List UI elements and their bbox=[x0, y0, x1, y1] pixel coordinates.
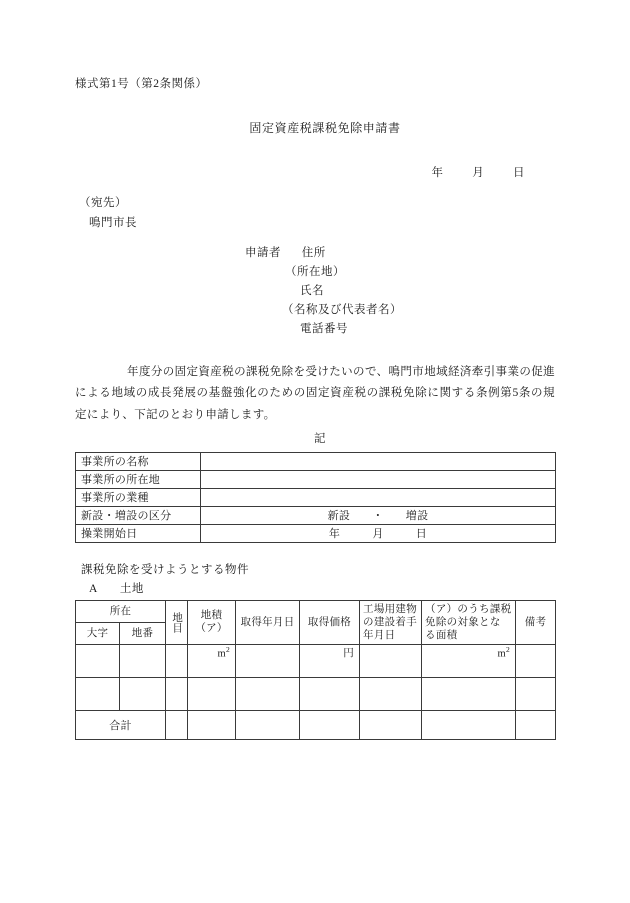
cell-chiseki[interactable] bbox=[188, 645, 236, 678]
cell-acquisition-price[interactable] bbox=[300, 678, 360, 711]
header-exempt-line2: 免除の対象とな bbox=[425, 616, 501, 628]
addressee-label: （宛先） bbox=[79, 197, 127, 209]
start-year-label: 年 bbox=[328, 528, 341, 541]
table-row bbox=[76, 645, 556, 678]
info-value-start-date[interactable] bbox=[201, 524, 556, 542]
start-month-label: 月 bbox=[372, 528, 384, 541]
total-chimoku[interactable] bbox=[166, 711, 188, 740]
header-location-chiban: 地番 bbox=[120, 622, 166, 644]
subsection-letter: A bbox=[89, 582, 98, 595]
total-chiseki[interactable] bbox=[188, 711, 236, 740]
form-number: 様式第1号（第2条関係） bbox=[75, 78, 208, 90]
property-subsection-heading bbox=[75, 580, 555, 596]
document-body bbox=[75, 75, 555, 740]
header-chiseki bbox=[188, 600, 236, 644]
info-label-business-type: 事業所の業種 bbox=[76, 488, 201, 506]
unit-exempt-m: m bbox=[497, 648, 506, 660]
applicant-name-sub-row bbox=[75, 301, 555, 317]
option-separator: ・ bbox=[372, 510, 384, 523]
cell-construction-date[interactable] bbox=[360, 678, 422, 711]
table-total-row bbox=[76, 711, 556, 740]
header-chiseki-line1: 地積 bbox=[200, 610, 223, 622]
cell-oaza[interactable] bbox=[76, 678, 120, 711]
info-value-business-type[interactable] bbox=[201, 488, 556, 506]
info-label-business-name: 事業所の名称 bbox=[76, 452, 201, 470]
date-line bbox=[75, 164, 555, 180]
property-section-heading: 課税免除を受けようとする物件 bbox=[81, 563, 249, 576]
applicant-address-label: 住所 bbox=[301, 247, 326, 259]
cell-exempt-area[interactable] bbox=[422, 678, 516, 711]
header-chimoku-wrap bbox=[168, 612, 185, 633]
header-exempt-line1: （ア）のうち課税 bbox=[425, 603, 512, 615]
header-chimoku-text: 地目 bbox=[171, 611, 183, 633]
applicant-phone-row bbox=[75, 320, 555, 336]
cell-chimoku[interactable] bbox=[166, 645, 188, 678]
header-location-group: 所在 bbox=[76, 600, 166, 622]
unit-area-m: m bbox=[217, 648, 226, 660]
applicant-lead-label: 申請者 bbox=[245, 247, 281, 259]
cell-remarks[interactable] bbox=[516, 645, 556, 678]
option-new[interactable]: 新設 bbox=[327, 510, 351, 523]
total-label: 合計 bbox=[76, 711, 166, 740]
subsection-label: 土地 bbox=[119, 582, 144, 595]
info-label-start-date: 操業開始日 bbox=[76, 524, 201, 542]
table-row bbox=[76, 452, 556, 470]
total-construction-date[interactable] bbox=[360, 711, 422, 740]
cell-construction-date[interactable] bbox=[360, 645, 422, 678]
table-row bbox=[76, 506, 556, 524]
body-paragraph bbox=[75, 362, 555, 426]
option-expansion[interactable]: 増設 bbox=[405, 510, 429, 523]
info-label-new-or-expansion: 新設・増設の区分 bbox=[76, 506, 201, 524]
header-exempt-line3: る面積 bbox=[425, 630, 458, 642]
cell-oaza[interactable] bbox=[76, 645, 120, 678]
start-day-label: 日 bbox=[415, 528, 428, 541]
table-header-row-1 bbox=[76, 600, 556, 622]
unit-exempt-sup: 2 bbox=[505, 645, 511, 655]
total-acquisition-date[interactable] bbox=[236, 711, 300, 740]
cell-chiban[interactable] bbox=[120, 645, 166, 678]
cell-acquisition-price[interactable] bbox=[300, 645, 360, 678]
business-info-table bbox=[75, 452, 556, 543]
header-chimoku bbox=[166, 600, 188, 644]
cell-exempt-area[interactable] bbox=[422, 645, 516, 678]
applicant-name-row bbox=[75, 282, 555, 298]
total-acquisition-price[interactable] bbox=[300, 711, 360, 740]
applicant-address-sub-row bbox=[75, 263, 555, 279]
table-row bbox=[76, 678, 556, 711]
cell-chiban[interactable] bbox=[120, 678, 166, 711]
cell-remarks[interactable] bbox=[516, 678, 556, 711]
date-year-label: 年 bbox=[431, 167, 444, 179]
paragraph-text: 年度分の固定資産税の課税免除を受けたいので、鳴門市地域経済牽引事業の促進による地域の成長発展の基盤強化のための固定資産税の課税免除に関する条例第5条の規定により、下記のとおり申請します。 bbox=[75, 366, 555, 421]
cell-chiseki[interactable] bbox=[188, 678, 236, 711]
table-row bbox=[76, 488, 556, 506]
header-constr-line3: 年月日 bbox=[363, 630, 396, 642]
applicant-name-sub-label: （名称及び代表者名） bbox=[282, 304, 402, 316]
cell-chimoku[interactable] bbox=[166, 678, 188, 711]
unit-area-sup: 2 bbox=[225, 645, 231, 655]
header-constr-line2: の建設着手 bbox=[363, 616, 418, 628]
header-remarks: 備考 bbox=[516, 600, 556, 644]
applicant-address-row bbox=[75, 244, 555, 260]
info-label-business-address: 事業所の所在地 bbox=[76, 470, 201, 488]
header-acquisition-date: 取得年月日 bbox=[236, 600, 300, 644]
header-acquisition-price: 取得価格 bbox=[300, 600, 360, 644]
header-constr-line1: 工場用建物 bbox=[363, 603, 418, 615]
table-row bbox=[76, 470, 556, 488]
unit-price-yen: 円 bbox=[343, 648, 355, 660]
info-value-new-or-expansion[interactable] bbox=[201, 506, 556, 524]
addressee-name: 鳴門市長 bbox=[89, 217, 137, 229]
table-row bbox=[76, 524, 556, 542]
info-value-business-address[interactable] bbox=[201, 470, 556, 488]
total-exempt-area[interactable] bbox=[422, 711, 516, 740]
applicant-name-label: 氏名 bbox=[300, 285, 324, 297]
applicant-block bbox=[75, 244, 555, 336]
applicant-phone-label: 電話番号 bbox=[300, 323, 348, 335]
ki-mark: 記 bbox=[314, 432, 326, 445]
land-property-table bbox=[75, 600, 556, 740]
header-location-oaza: 大字 bbox=[76, 622, 120, 644]
total-remarks[interactable] bbox=[516, 711, 556, 740]
header-exempt-area bbox=[422, 600, 516, 644]
info-value-business-name[interactable] bbox=[201, 452, 556, 470]
page-title: 固定資産税課税免除申請書 bbox=[249, 121, 401, 135]
date-day-label: 日 bbox=[513, 167, 525, 179]
cell-acquisition-date[interactable] bbox=[236, 645, 300, 678]
header-chiseki-line2: （ア） bbox=[195, 623, 228, 635]
cell-acquisition-date[interactable] bbox=[236, 678, 300, 711]
header-construction-start bbox=[360, 600, 422, 644]
applicant-address-sub-label: （所在地） bbox=[285, 266, 345, 278]
date-month-label: 月 bbox=[472, 167, 485, 179]
